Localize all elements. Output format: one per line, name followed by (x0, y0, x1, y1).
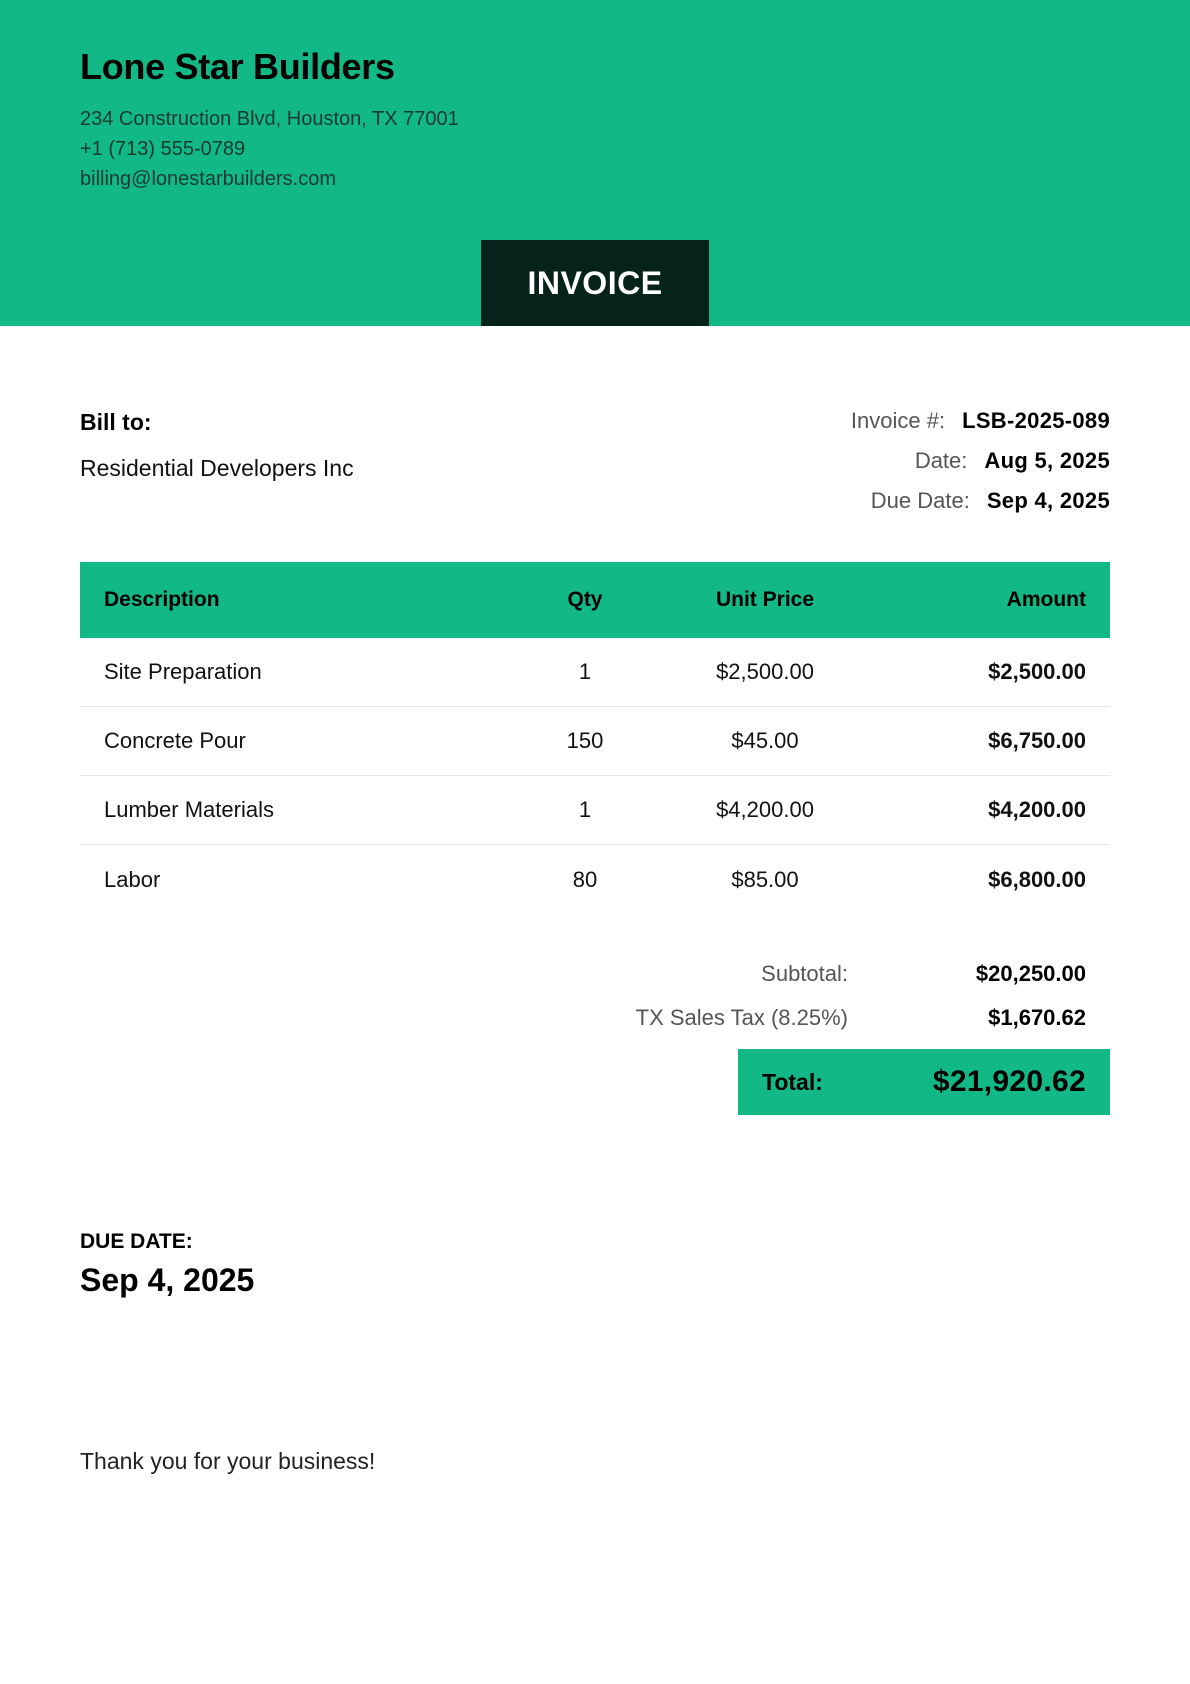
table-row (80, 638, 1110, 707)
invoice-number-row (851, 408, 1110, 434)
company-address: 234 Construction Blvd, Houston, TX 77001 (80, 108, 459, 130)
row-qty: 80 (572, 866, 598, 892)
table-header (80, 562, 1110, 638)
invoice-number-value: LSB-2025-089 (962, 408, 1110, 433)
table-row (80, 707, 1110, 776)
header-description: Description (104, 588, 220, 611)
row-description: Labor (104, 866, 161, 892)
invoice-date-label: Date: (914, 448, 968, 473)
invoice-date-row (915, 448, 1110, 474)
row-amount: $2,500.00 (988, 659, 1086, 684)
due-date-big-value: Sep 4, 2025 (80, 1262, 255, 1298)
total-box (738, 1049, 1110, 1115)
tax-row (636, 1005, 1110, 1031)
header-amount: Amount (1006, 588, 1086, 611)
tax-value: $1,670.62 (988, 1005, 1086, 1030)
subtotal-value: $20,250.00 (975, 961, 1086, 986)
due-date-row (871, 488, 1110, 514)
invoice-date-value: Aug 5, 2025 (984, 448, 1110, 473)
company-phone: +1 (713) 555-0789 (80, 138, 246, 160)
tax-label: TX Sales Tax (8.25%) (635, 1005, 848, 1030)
header-qty: Qty (567, 588, 603, 611)
invoice-title-badge: INVOICE (481, 240, 709, 326)
due-date-label: Due Date: (870, 488, 970, 513)
row-amount: $6,800.00 (988, 866, 1086, 892)
subtotal-row (761, 961, 1110, 987)
row-unit-price: $2,500.00 (716, 659, 814, 684)
row-unit-price: $4,200.00 (716, 797, 814, 822)
row-amount: $4,200.00 (988, 797, 1086, 822)
due-date-value: Sep 4, 2025 (986, 488, 1110, 513)
due-date-heading: DUE DATE: (80, 1230, 193, 1253)
row-unit-price: $45.00 (731, 728, 799, 753)
subtotal-label: Subtotal: (761, 961, 848, 986)
bill-to-label: Bill to: (80, 409, 152, 435)
company-email: billing@lonestarbuilders.com (80, 168, 336, 190)
row-qty: 150 (566, 728, 604, 753)
row-amount: $6,750.00 (988, 728, 1086, 753)
bill-to-name: Residential Developers Inc (80, 455, 354, 481)
invoice-number-label: Invoice #: (850, 408, 946, 433)
total-value: $21,920.62 (932, 1065, 1086, 1098)
row-description: Lumber Materials (104, 797, 274, 822)
row-qty: 1 (578, 797, 592, 822)
thank-you-note: Thank you for your business! (80, 1448, 376, 1474)
row-unit-price: $85.00 (731, 866, 799, 892)
row-qty: 1 (578, 659, 592, 684)
table-row (80, 845, 1110, 914)
header-banner (0, 0, 1190, 326)
table-row (80, 776, 1110, 845)
line-items-table (80, 562, 1110, 914)
row-description: Site Preparation (104, 659, 262, 684)
header-unit-price: Unit Price (715, 588, 815, 611)
row-description: Concrete Pour (104, 728, 246, 753)
total-label: Total: (762, 1068, 823, 1095)
company-name: Lone Star Builders (80, 46, 395, 87)
